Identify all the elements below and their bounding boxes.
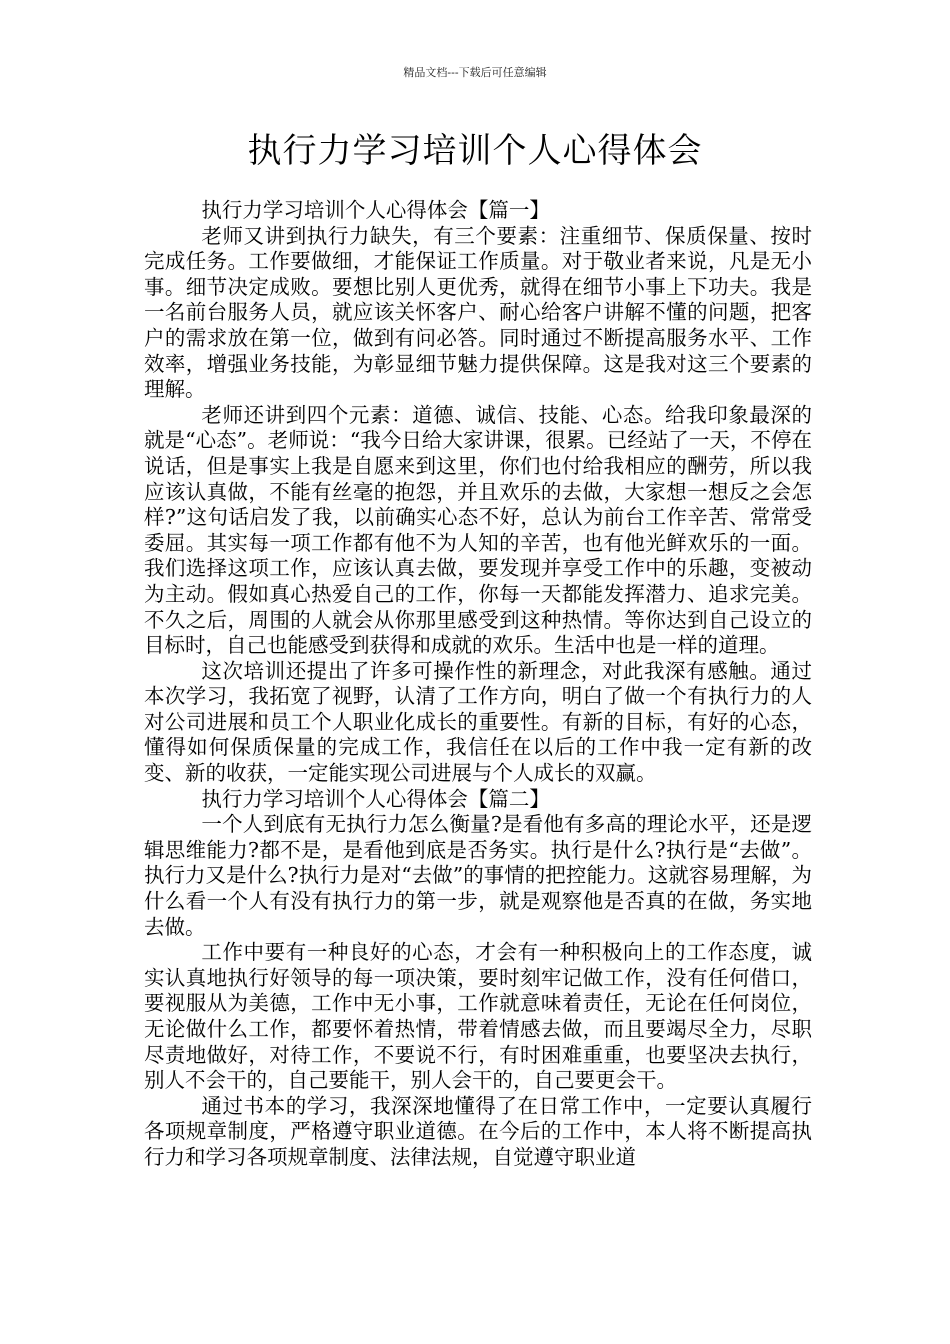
paragraph: 通过书本的学习，我深深地懂得了在日常工作中，一定要认真履行各项规章制度，严格遵守职业道德。在今后的工作中，本人将不断提高执行力和学习各项规章制度、法律法规，自觉遵守职业道 [144,1093,812,1169]
paragraph: 工作中要有一种良好的心态，才会有一种积极向上的工作态度，诚实认真地执行好领导的每一项决策，要时刻牢记做工作，没有任何借口，要视服从为美德，工作中无小事，工作就意味着责任，无论在任何岗位，无论做什么工作，都要怀着热情，带着情感去做，而且要竭尽全力，尽职尽责地做好，对待工作，不要说不行，有时困难重重，也要坚决去执行，别人不会干的，自己要能干，别人会干的，自己要更会干。 [144,940,812,1093]
paragraph: 这次培训还提出了许多可操作性的新理念，对此我深有感触。通过本次学习，我拓宽了视野，认清了工作方向，明白了做一个有执行力的人对公司进展和员工个人职业化成长的重要性。有新的目标，有好的心态，懂得如何保质保量的完成工作，我信任在以后的工作中我一定有新的改变、新的收获，一定能实现公司进展与个人成长的双赢。 [144,658,812,786]
section-heading-part-2: 执行力学习培训个人心得体会【篇二】 [201,786,550,811]
paragraph: 老师又讲到执行力缺失，有三个要素：注重细节、保质保量、按时完成任务。工作要做细，才能保证工作质量。对于敬业者来说，凡是无小事。细节决定成败。要想比别人更优秀，就得在细节小事上下功夫。我是一名前台服务人员，就应该关怀客户、耐心给客户讲解不懂的问题，把客户的需求放在第一位，做到有问必答。同时通过不断提高服务水平、工作效率，增强业务技能，为彰显细节魅力提供保障。这是我对这三个要素的理解。 [144,223,812,402]
document-body [144,198,812,1171]
paragraph: 一个人到底有无执行力怎么衡量?是看他有多高的理论水平，还是逻辑思维能力?都不是，是看他到底是否务实。执行是什么?执行是“去做”。执行力又是什么?执行力是对“去做”的事情的把控能力。这就容易理解，为什么看一个人有没有执行力的第一步，就是观察他是否真的在做，务实地去做。 [144,812,812,939]
paragraph: 老师还讲到四个元素：道德、诚信、技能、心态。给我印象最深的就是“心态”。老师说：“我今日给大家讲课，很累。已经站了一天，不停在说话，但是事实上我是自愿来到这里，你们也付给我相应的酬劳，所以我应该认真做，不能有丝毫的抱怨，并且欢乐的去做，大家想一想反之会怎样?”这句话启发了我，以前确实心态不好，总认为前台工作辛苦、常常受委屈。其实每一项工作都有他不为人知的辛苦，也有他光鲜欢乐的一面。我们选择这项工作，应该认真去做，要发现并享受工作中的乐趣，变被动为主动。假如真心热爱自己的工作，你每一天都能发挥潜力、追求完美。不久之后，周围的人就会从你那里感受到这种热情。等你达到自己设立的目标时，自己也能感受到获得和成就的欢乐。生活中也是一样的道理。 [144,402,812,658]
page-header: 精品文档---下载后可任意编辑 [403,66,547,79]
document-title: 执行力学习培训个人心得体会 [247,131,703,171]
section-heading-part-1: 执行力学习培训个人心得体会【篇一】 [201,198,550,222]
